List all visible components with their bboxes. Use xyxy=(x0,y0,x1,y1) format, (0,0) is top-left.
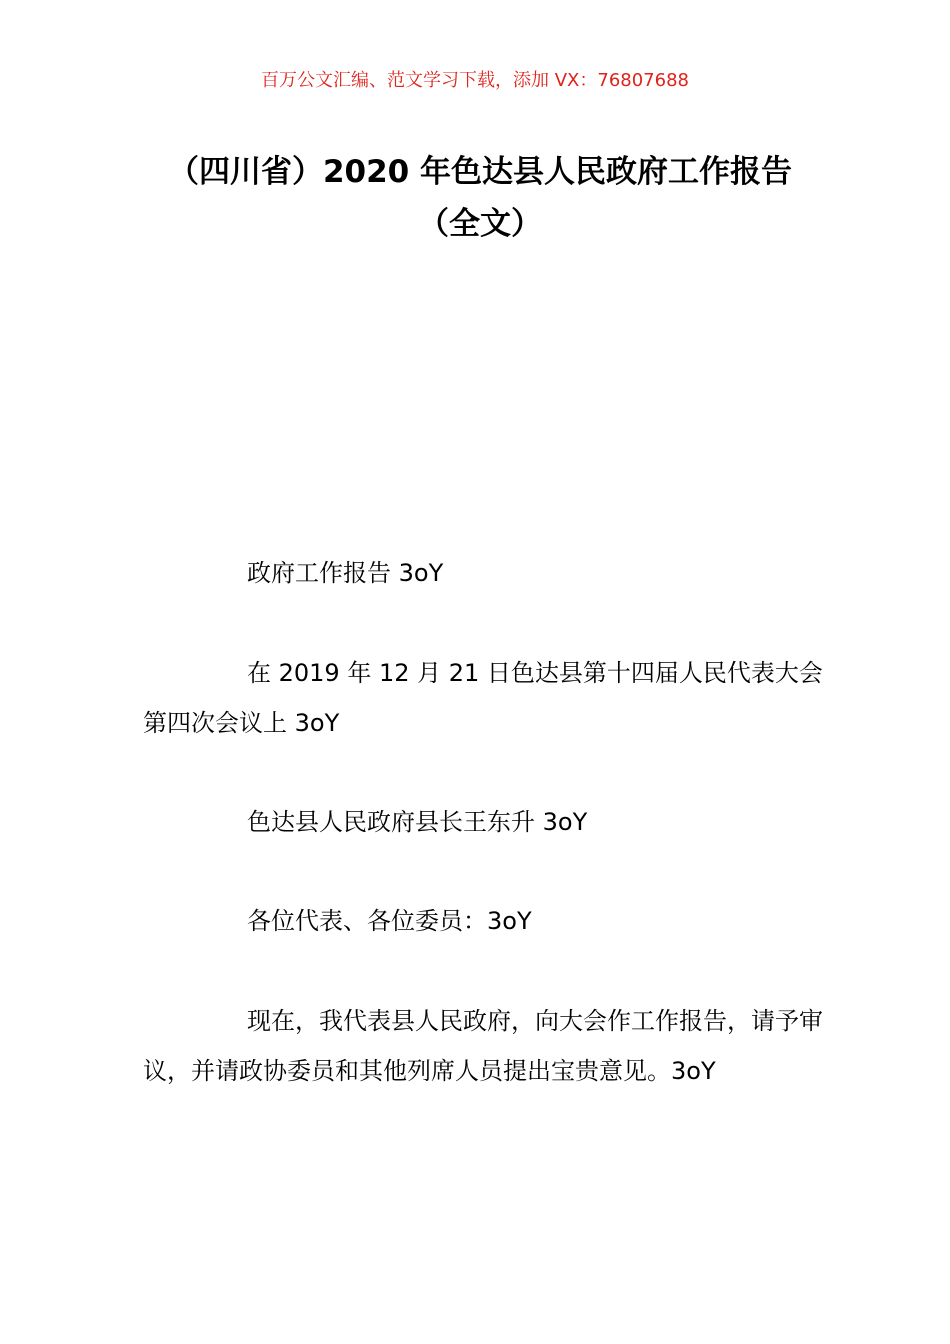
promo-header: 百万公文汇编、范文学习下载，添加 VX：76807688 xyxy=(261,70,689,91)
paragraph-salutation: 各位代表、各位委员：3oY xyxy=(247,907,532,935)
paragraph-meeting-info: 在 2019 年 12 月 21 日色达县第十四届人民代表大会第四次会议上 3oY xyxy=(143,659,823,737)
paragraph-report-label: 政府工作报告 3oY xyxy=(247,559,444,587)
paragraph-opening: 现在，我代表县人民政府，向大会作工作报告，请予审议，并请政协委员和其他列席人员提出宝贵意见。3oY xyxy=(143,1007,823,1085)
document-title: （四川省）2020 年色达县人民政府工作报告（全文） xyxy=(167,154,793,242)
paragraph-speaker: 色达县人民政府县长王东升 3oY xyxy=(247,808,588,836)
